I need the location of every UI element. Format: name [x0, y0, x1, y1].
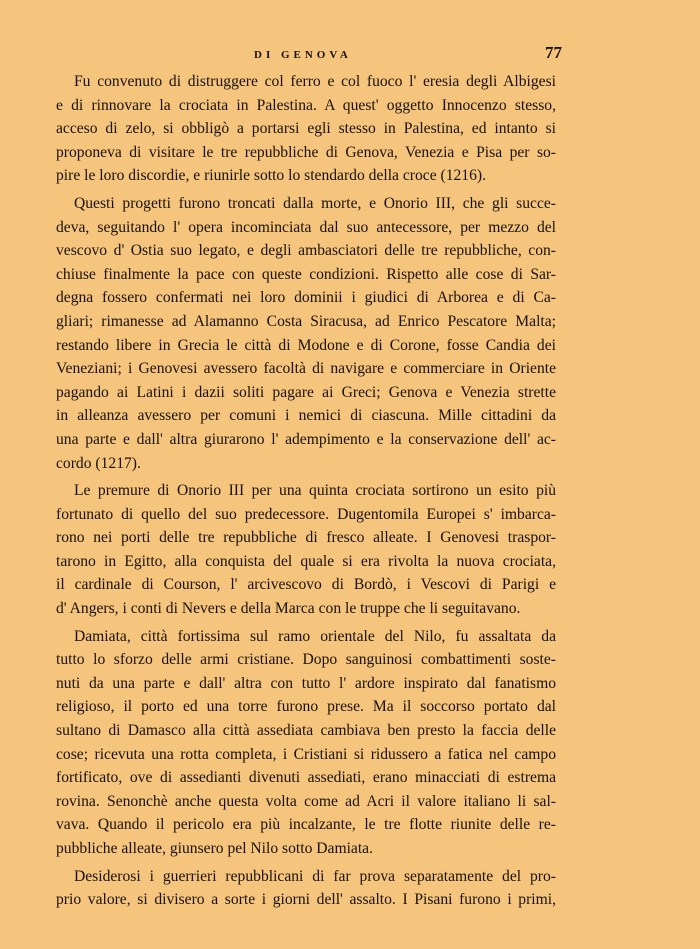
text-line: Fu convenuto di distruggere col ferro e col fuoco l' eresia degli Albigesi — [74, 73, 556, 90]
text-line: chiuse finalmente la pace con queste condizioni. Rispetto alle cose di Sar- — [56, 265, 556, 283]
text-line: acceso di zelo, si obbligò a portarsi egli stesso in Palestina, ed intanto si — [56, 120, 556, 138]
text-line: Questi progetti furono troncati dalla morte, e Onorio III, che gli succe- — [74, 194, 556, 212]
text-line: il cardinale di Courson, l' arcivescovo di Bordò, i Vescovi di Parigi e — [56, 576, 556, 594]
text-line: proponeva di visitare le tre repubbliche di Genova, Venezia e Pisa per so- — [56, 143, 556, 161]
paragraph — [56, 479, 556, 621]
text-line: fortificato, ove di assedianti divenuti assediati, erano minacciati di estrema — [56, 769, 556, 787]
text-line: deva, seguitando l' opera incominciata dal suo antecessore, per mezzo del — [56, 218, 556, 236]
text-line: pagando ai Latini i dazii soliti pagare ai Greci; Genova e Venezia strette — [56, 383, 556, 401]
text-line: Le premure di Onorio III per una quinta crociata sortirono un esito più — [74, 482, 556, 500]
text-line: pire le loro discordie, e riunirle sotto lo stendardo della croce (1216). — [56, 167, 486, 185]
text-line: e di rinnovare la crociata in Palestina. A quest' oggetto Innocenzo stesso, — [56, 96, 556, 114]
text-line: gliari; rimanesse ad Alamanno Costa Siracusa, ad Enrico Pescatore Malta; — [56, 312, 556, 330]
paragraph — [56, 192, 556, 475]
text-line: cordo (1217). — [56, 454, 141, 472]
text-line: pubbliche alleate, giunsero pel Nilo sotto Damiata. — [56, 840, 373, 857]
text-line: Veneziani; i Genovesi avessero facoltà di navigare e commerciare in Oriente — [56, 360, 556, 378]
text-line: Damiata, città fortissima sul ramo orientale del Nilo, fu assaltata da — [74, 627, 556, 645]
text-line: Desiderosi i guerrieri repubblicani di far prova separatamente del pro- — [74, 867, 556, 885]
text-line: prio valore, si divisero a sorte i giorni dell' assalto. I Pisani furono i primi, — [56, 891, 556, 909]
text-line: fortunato di quello del suo predecessore. Dugentomila Europei s' imbarca- — [56, 505, 556, 523]
text-line: degna fossero confermati nei loro dominii i giudici di Arborea e di Ca- — [56, 289, 556, 307]
text-line: religioso, il porto ed una torre furono prese. Ma il soccorso portato dal — [56, 698, 556, 716]
page-number: 77 — [545, 43, 562, 62]
book-page — [56, 40, 562, 912]
paragraph — [56, 625, 556, 861]
body-text — [56, 70, 556, 912]
text-line: d' Angers, i conti di Nevers e della Marca con le truppe che li seguitavano. — [56, 600, 521, 618]
text-line: rono nei porti delle tre repubbliche di fresco alleate. I Genovesi traspor- — [56, 529, 556, 547]
text-line: rovina. Senonchè anche questa volta come ad Acri il valore italiano li sal- — [56, 792, 556, 810]
text-line: restando libere in Grecia le città di Modone e di Corone, fosse Candia dei — [56, 336, 556, 354]
text-line: tarono in Egitto, alla conquista del quale si era rivolta la nuova crociata, — [56, 552, 556, 570]
paragraph — [56, 865, 556, 912]
text-line: nuti da una parte e dall' altra con tutto l' ardore inspirato dal fanatismo — [56, 674, 556, 692]
text-line: vava. Quando il pericolo era più incalzante, le tre flotte riunite delle re- — [56, 816, 556, 834]
text-line: in alleanza avessero per comuni i nemici di ciascuna. Mille cittadini da — [56, 407, 556, 425]
paragraph — [56, 70, 556, 188]
text-line: cose; ricevuta una rotta completa, i Cristiani si ridussero a fatica nel campo — [56, 745, 556, 763]
page-header — [56, 40, 562, 70]
text-line: sultano di Damasco alla città assediata cambiava ben presto la faccia delle — [56, 722, 556, 740]
text-line: tutto lo sforzo delle armi cristiane. Dopo sanguinosi combattimenti soste- — [56, 651, 556, 669]
text-line: vescovo d' Ostia suo legato, e degli ambasciatori delle tre repubbliche, con- — [56, 242, 556, 260]
running-head: DI GENOVA — [254, 49, 352, 61]
text-line: una parte e dall' altra giurarono l' adempimento e la conservazione dell' ac- — [56, 430, 556, 448]
